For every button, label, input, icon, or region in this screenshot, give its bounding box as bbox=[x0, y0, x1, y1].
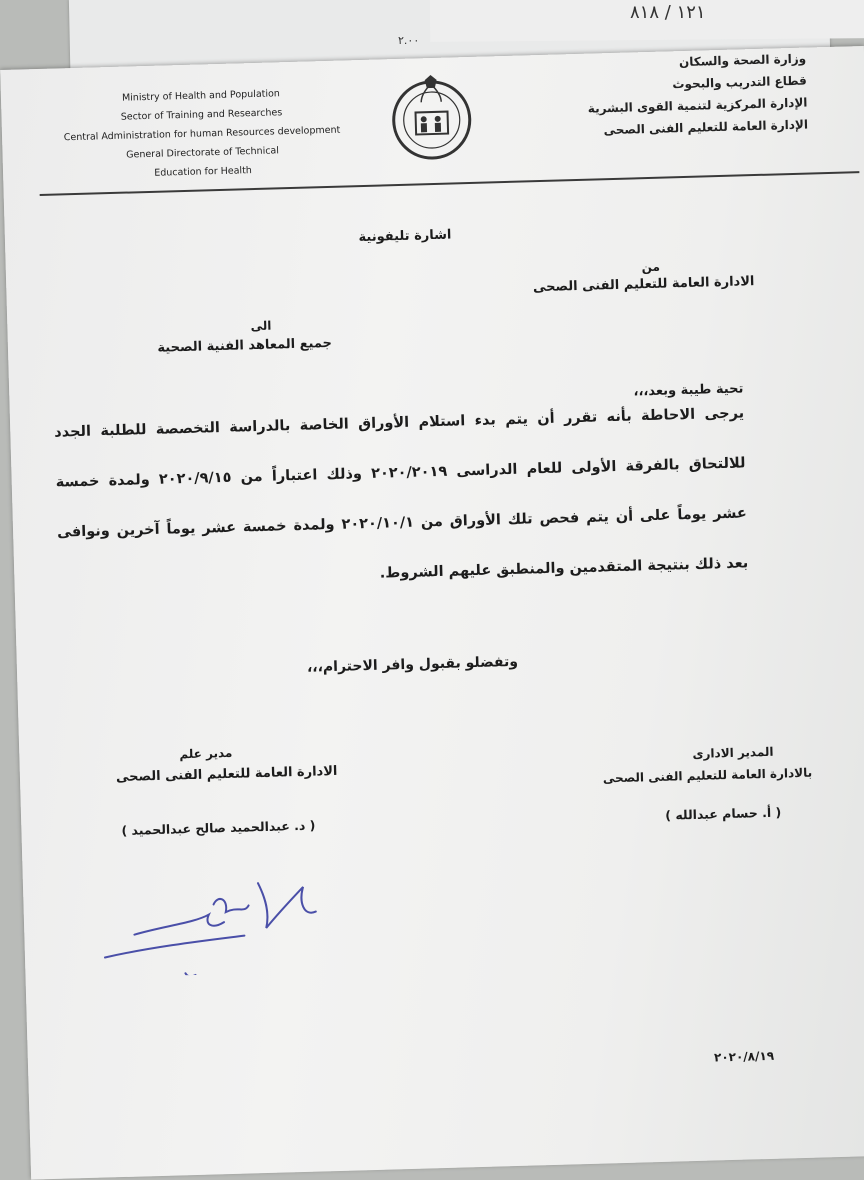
ministry-logo-icon bbox=[384, 71, 479, 166]
to-value: جميع المعاهد الفنية الصحية bbox=[157, 335, 333, 356]
header-line: Ministry of Health and Population bbox=[121, 88, 281, 104]
body-line: يرجى الاحاطة بأنه تقرر أن يتم بدء استلام الأوراق الخاصة بالدراسة التخصصة للطلبة الجدد bbox=[54, 405, 745, 441]
from-value: الادارة العامة للتعليم الفنى الصحى bbox=[532, 274, 755, 296]
right-signer-department: بالادارة العامة للتعليم الفنى الصحى bbox=[602, 765, 813, 786]
document-date: ٢٠٢٠/٨/١٩ bbox=[713, 1048, 775, 1065]
arabic-header bbox=[546, 48, 808, 143]
right-signer-title: المدير الادارى bbox=[692, 744, 774, 761]
header-line: Education for Health bbox=[154, 165, 253, 179]
handwritten-signature bbox=[92, 841, 326, 977]
closing-line: وتفضلو بقبول وافر الاحترام،،، bbox=[306, 653, 519, 676]
header-line: قطاع التدريب والبحوث bbox=[672, 73, 807, 92]
body-line: بعد ذلك بنتيجة المتقدمين والمنطبق عليهم الشروط. bbox=[379, 555, 749, 582]
document-title: اشارة تليفونية bbox=[358, 227, 452, 246]
letter-page bbox=[0, 46, 864, 1180]
body-line: عشر يوماً على أن يتم فحص تلك الأوراق من ٢٠٢٠/١٠/١ ولمدة خمسة عشر يوماً آخرين ونوافى bbox=[56, 505, 748, 541]
body-line: للالتحاق بالفرقة الأولى للعام الدراسى ٢٠٢٠/٢٠١٩ وذلك اعتباراً من ٢٠٢٠/٩/١٥ ولمدة خمسة bbox=[55, 455, 746, 491]
greeting: تحية طيبة وبعد،،، bbox=[633, 381, 744, 400]
from-label: من bbox=[641, 259, 661, 275]
left-signer-name: ( د. عبدالحميد صالح عبدالحميد ) bbox=[121, 817, 316, 838]
header-line: الإدارة العامة للتعليم الفنى الصحى bbox=[603, 117, 809, 138]
right-signer-name: ( أ. حسام عبدالله ) bbox=[665, 804, 782, 823]
header-line: الإدارة المركزية لتنمية القوى البشرية bbox=[587, 95, 808, 116]
english-header bbox=[41, 82, 364, 186]
header-line: Central Administration for human Resources development bbox=[63, 124, 341, 144]
header-line: وزارة الصحة والسكان bbox=[678, 51, 807, 70]
header-line: Sector of Training and Researches bbox=[120, 107, 283, 123]
to-label: الى bbox=[250, 318, 272, 334]
left-signer-title: مدير علم bbox=[179, 745, 233, 762]
header-line: General Directorate of Technical bbox=[126, 145, 280, 161]
background-marks: ١٢١ / ٨١٨ bbox=[630, 2, 706, 23]
left-signer-department: الادارة العامة للتعليم الفنى الصحى bbox=[115, 763, 338, 786]
background-marks-center: ٢.٠٠ bbox=[398, 34, 420, 47]
